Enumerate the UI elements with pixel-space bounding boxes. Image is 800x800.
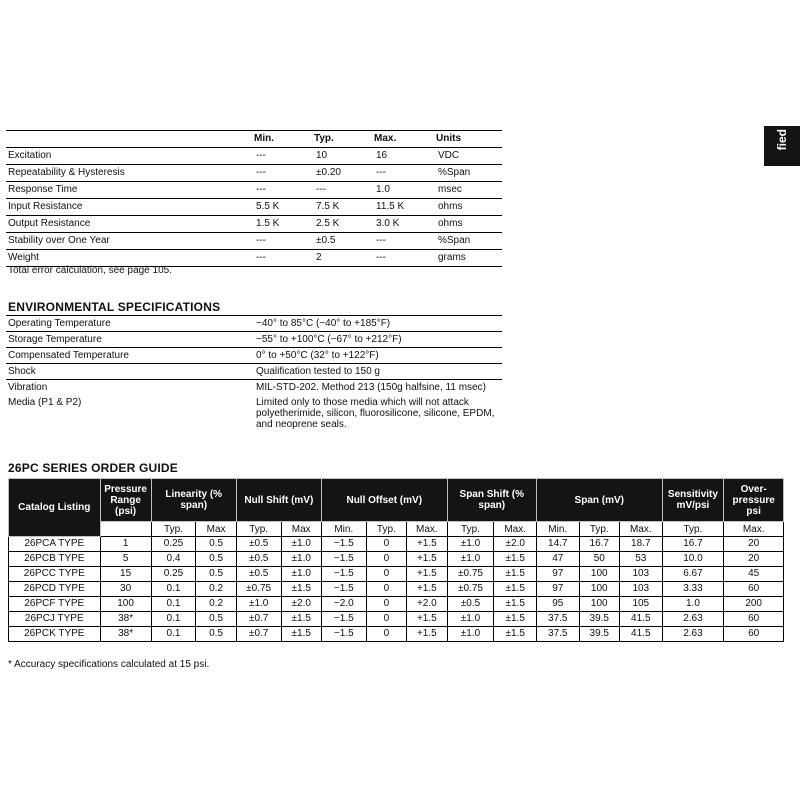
order-value: ±0.7 xyxy=(236,627,281,642)
order-value: ±1.0 xyxy=(447,537,494,552)
catalog-listing: 26PCB TYPE xyxy=(9,552,101,567)
order-value: 0 xyxy=(366,537,406,552)
spec-value: 1.0 xyxy=(376,184,390,195)
order-value: 95 xyxy=(536,597,579,612)
environmental-value: 0° to +50°C (32° to +122°F) xyxy=(256,350,379,361)
spec-value: ohms xyxy=(438,201,463,212)
order-value: ±1.5 xyxy=(494,567,537,582)
spec-value: --- xyxy=(376,235,386,246)
order-value: 15 xyxy=(100,567,151,582)
specs-header: Min. xyxy=(254,133,274,144)
environmental-heading: ENVIRONMENTAL SPECIFICATIONS xyxy=(8,300,221,314)
spec-parameter: Response Time xyxy=(8,184,78,195)
order-value: 0.25 xyxy=(151,537,196,552)
catalog-listing-header: Catalog Listing xyxy=(9,479,101,537)
environmental-row xyxy=(6,364,502,380)
order-value: 18.7 xyxy=(620,537,663,552)
specs-row xyxy=(6,182,502,199)
order-value: ±0.5 xyxy=(236,537,281,552)
spec-value: ohms xyxy=(438,218,463,229)
order-value: 97 xyxy=(536,582,579,597)
order-value: 20 xyxy=(724,537,784,552)
catalog-listing: 26PCK TYPE xyxy=(9,627,101,642)
environmental-value: Qualification tested to 150 g xyxy=(256,366,380,377)
spec-value: --- xyxy=(376,167,386,178)
catalog-listing: 26PCD TYPE xyxy=(9,582,101,597)
order-value: 0.5 xyxy=(196,627,236,642)
order-value: +1.5 xyxy=(407,582,447,597)
environmental-value: Limited only to those media which will not attack polyetherimide, silicon, fluorosilicone, silicone, EPDM, and neoprene seals. xyxy=(256,397,495,430)
order-value: +1.5 xyxy=(407,612,447,627)
spec-value: 2 xyxy=(316,252,322,263)
span-shift-header: Span Shift (% span) xyxy=(447,479,536,522)
specs-row xyxy=(6,216,502,233)
order-value: ±1.5 xyxy=(281,582,321,597)
order-value: −1.5 xyxy=(321,537,366,552)
specs-header: Max. xyxy=(374,133,397,144)
order-subheader-row xyxy=(9,522,784,537)
order-value: 100 xyxy=(579,567,619,582)
order-value: 37.5 xyxy=(536,627,579,642)
order-value: 38* xyxy=(100,627,151,642)
order-value: 0.1 xyxy=(151,582,196,597)
order-value: −1.5 xyxy=(321,627,366,642)
order-value: 30 xyxy=(100,582,151,597)
order-value: 105 xyxy=(620,597,663,612)
environmental-row xyxy=(6,348,502,364)
order-value: ±1.5 xyxy=(494,627,537,642)
order-value: 100 xyxy=(579,582,619,597)
linearity-header: Linearity (% span) xyxy=(151,479,236,522)
environmental-value: MIL-STD-202. Method 213 (150g halfsine, 11 msec) xyxy=(256,382,486,393)
performance-specs-table xyxy=(6,130,502,267)
order-value: 0.1 xyxy=(151,597,196,612)
order-value: 0 xyxy=(366,552,406,567)
order-value: +1.5 xyxy=(407,567,447,582)
environmental-parameter: Operating Temperature xyxy=(8,318,111,329)
order-value: 0.2 xyxy=(196,582,236,597)
order-row xyxy=(9,582,784,597)
order-subheader: Max. xyxy=(620,522,663,537)
spec-parameter: Input Resistance xyxy=(8,201,83,212)
order-value: 100 xyxy=(579,597,619,612)
spec-value: --- xyxy=(256,184,266,195)
spec-value: 2.5 K xyxy=(316,218,340,229)
spec-value: 16 xyxy=(376,150,388,161)
order-value: 10.0 xyxy=(662,552,724,567)
order-value: ±1.0 xyxy=(236,597,281,612)
order-value: 37.5 xyxy=(536,612,579,627)
order-value: ±1.0 xyxy=(281,537,321,552)
order-value: 103 xyxy=(620,582,663,597)
order-value: ±0.75 xyxy=(447,582,494,597)
spec-value: --- xyxy=(256,252,266,263)
order-value: ±0.5 xyxy=(236,567,281,582)
order-value: 41.5 xyxy=(620,627,663,642)
order-value: 3.33 xyxy=(662,582,724,597)
order-subheader: Min. xyxy=(321,522,366,537)
order-subheader: Max. xyxy=(407,522,447,537)
order-value: 53 xyxy=(620,552,663,567)
order-subheader: Max. xyxy=(494,522,537,537)
environmental-row xyxy=(6,332,502,348)
order-value: +2.0 xyxy=(407,597,447,612)
order-guide-heading: 26PC SERIES ORDER GUIDE xyxy=(8,461,178,475)
order-value: 41.5 xyxy=(620,612,663,627)
catalog-listing: 26PCA TYPE xyxy=(9,537,101,552)
environmental-parameter: Compensated Temperature xyxy=(8,350,129,361)
order-value: 47 xyxy=(536,552,579,567)
catalog-listing: 26PCJ TYPE xyxy=(9,612,101,627)
order-value: ±1.0 xyxy=(447,612,494,627)
order-value: −1.5 xyxy=(321,567,366,582)
order-value: 0.5 xyxy=(196,612,236,627)
order-value: 60 xyxy=(724,582,784,597)
environmental-parameter: Shock xyxy=(8,366,36,377)
order-value: ±2.0 xyxy=(494,537,537,552)
order-value: 0.5 xyxy=(196,552,236,567)
spec-value: --- xyxy=(256,150,266,161)
order-value: +1.5 xyxy=(407,627,447,642)
spec-value: --- xyxy=(256,167,266,178)
order-header-row xyxy=(9,479,784,522)
order-value: ±1.5 xyxy=(494,612,537,627)
order-value: +1.5 xyxy=(407,537,447,552)
catalog-listing: 26PCC TYPE xyxy=(9,567,101,582)
order-value: ±1.0 xyxy=(447,552,494,567)
order-value: ±1.5 xyxy=(494,597,537,612)
order-subheader: Min. xyxy=(536,522,579,537)
spec-value: 11.5 K xyxy=(376,201,405,212)
spec-value: ±0.20 xyxy=(316,167,341,178)
order-value: 2.63 xyxy=(662,612,724,627)
spec-value: 10 xyxy=(316,150,328,161)
order-value: 39.5 xyxy=(579,612,619,627)
accuracy-footnote: * Accuracy specifications calculated at 15 psi. xyxy=(8,659,210,670)
overpressure-header: Over-pressure psi xyxy=(724,479,784,522)
order-subheader: Typ. xyxy=(579,522,619,537)
order-value: 0.4 xyxy=(151,552,196,567)
order-value: −1.5 xyxy=(321,612,366,627)
specs-header xyxy=(6,131,254,148)
order-value: 97 xyxy=(536,567,579,582)
specs-header: Units xyxy=(436,133,461,144)
order-value: 16.7 xyxy=(662,537,724,552)
order-subheader: Typ. xyxy=(151,522,196,537)
specs-row xyxy=(6,165,502,182)
environmental-parameter: Storage Temperature xyxy=(8,334,102,345)
order-value: ±1.5 xyxy=(281,612,321,627)
specs-header: Typ. xyxy=(314,133,334,144)
order-row xyxy=(9,552,784,567)
environmental-value: −55° to +100°C (−67° to +212°F) xyxy=(256,334,402,345)
null-shift-header: Null Shift (mV) xyxy=(236,479,321,522)
spec-value: msec xyxy=(438,184,462,195)
order-value: 0.5 xyxy=(196,567,236,582)
pressure-range-header: Pressure Range (psi) xyxy=(100,479,151,522)
order-value: ±1.0 xyxy=(281,567,321,582)
order-row xyxy=(9,597,784,612)
total-error-note: Total error calculation, see page 105. xyxy=(8,265,172,276)
environmental-value: −40° to 85°C (−40° to +185°F) xyxy=(256,318,391,329)
order-value: ±2.0 xyxy=(281,597,321,612)
specs-row xyxy=(6,199,502,216)
spec-value: grams xyxy=(438,252,466,263)
spec-parameter: Weight xyxy=(8,252,39,263)
section-tab xyxy=(764,126,800,166)
order-value: 1.0 xyxy=(662,597,724,612)
order-value: ±0.75 xyxy=(447,567,494,582)
order-value: 0.1 xyxy=(151,627,196,642)
spec-parameter: Excitation xyxy=(8,150,52,161)
order-row xyxy=(9,627,784,642)
order-value: 0.5 xyxy=(196,537,236,552)
order-value: 20 xyxy=(724,552,784,567)
order-value: 103 xyxy=(620,567,663,582)
order-value: 14.7 xyxy=(536,537,579,552)
order-subheader: Max xyxy=(281,522,321,537)
section-tab-label: fied xyxy=(775,129,789,151)
order-subheader: Max. xyxy=(724,522,784,537)
order-value: ±1.0 xyxy=(447,627,494,642)
order-value: 1 xyxy=(100,537,151,552)
spec-value: %Span xyxy=(438,167,471,178)
environmental-row xyxy=(6,380,502,396)
order-subheader: Typ. xyxy=(366,522,406,537)
order-value: 0.25 xyxy=(151,567,196,582)
order-row xyxy=(9,537,784,552)
order-value: 38* xyxy=(100,612,151,627)
null-offset-header: Null Offset (mV) xyxy=(321,479,447,522)
environmental-row xyxy=(6,316,502,332)
order-subheader: Typ. xyxy=(447,522,494,537)
order-value: 6.67 xyxy=(662,567,724,582)
order-value: 200 xyxy=(724,597,784,612)
order-value: 0 xyxy=(366,627,406,642)
specs-header-row xyxy=(6,131,502,148)
order-value: 0 xyxy=(366,567,406,582)
spec-value: %Span xyxy=(438,235,471,246)
environmental-row xyxy=(6,395,502,432)
order-value: 0.1 xyxy=(151,612,196,627)
order-value: 39.5 xyxy=(579,627,619,642)
order-value: 0 xyxy=(366,597,406,612)
spec-value: --- xyxy=(256,235,266,246)
spec-value: VDC xyxy=(438,150,460,161)
order-value: 0 xyxy=(366,582,406,597)
order-subheader: Max xyxy=(196,522,236,537)
spec-parameter: Repeatability & Hysteresis xyxy=(8,167,125,178)
order-value: 60 xyxy=(724,627,784,642)
order-value: −1.5 xyxy=(321,552,366,567)
order-value: ±0.7 xyxy=(236,612,281,627)
pressure-subheader xyxy=(100,522,151,537)
order-value: 100 xyxy=(100,597,151,612)
order-value: ±0.75 xyxy=(236,582,281,597)
order-value: 2.63 xyxy=(662,627,724,642)
spec-value: ±0.5 xyxy=(316,235,336,246)
spec-value: --- xyxy=(376,252,386,263)
order-value: +1.5 xyxy=(407,552,447,567)
spec-value: --- xyxy=(316,184,326,195)
spec-parameter: Stability over One Year xyxy=(8,235,110,246)
order-value: 60 xyxy=(724,612,784,627)
order-value: 45 xyxy=(724,567,784,582)
order-subheader: Typ. xyxy=(662,522,724,537)
environmental-parameter: Vibration xyxy=(8,382,48,393)
specs-row xyxy=(6,148,502,165)
environmental-specs-table xyxy=(6,315,502,432)
order-value: 50 xyxy=(579,552,619,567)
order-value: −1.5 xyxy=(321,582,366,597)
spec-value: 3.0 K xyxy=(376,218,400,229)
order-value: −2.0 xyxy=(321,597,366,612)
spec-value: 5.5 K xyxy=(256,201,280,212)
environmental-parameter: Media (P1 & P2) xyxy=(8,397,82,408)
order-value: 16.7 xyxy=(579,537,619,552)
order-value: 5 xyxy=(100,552,151,567)
order-value: ±1.5 xyxy=(494,552,537,567)
sensitivity-header: Sensitivity mV/psi xyxy=(662,479,724,522)
order-guide-table xyxy=(8,478,784,642)
spec-value: 7.5 K xyxy=(316,201,340,212)
order-value: ±1.5 xyxy=(494,582,537,597)
specs-row xyxy=(6,233,502,250)
order-value: ±1.5 xyxy=(281,627,321,642)
order-row xyxy=(9,567,784,582)
order-value: ±1.0 xyxy=(281,552,321,567)
catalog-listing: 26PCF TYPE xyxy=(9,597,101,612)
span-header: Span (mV) xyxy=(536,479,662,522)
order-subheader: Typ. xyxy=(236,522,281,537)
order-row xyxy=(9,612,784,627)
order-value: ±0.5 xyxy=(447,597,494,612)
spec-value: 1.5 K xyxy=(256,218,280,229)
order-value: 0 xyxy=(366,612,406,627)
spec-parameter: Output Resistance xyxy=(8,218,91,229)
order-value: 0.2 xyxy=(196,597,236,612)
specs-row xyxy=(6,250,502,267)
order-value: ±0.5 xyxy=(236,552,281,567)
